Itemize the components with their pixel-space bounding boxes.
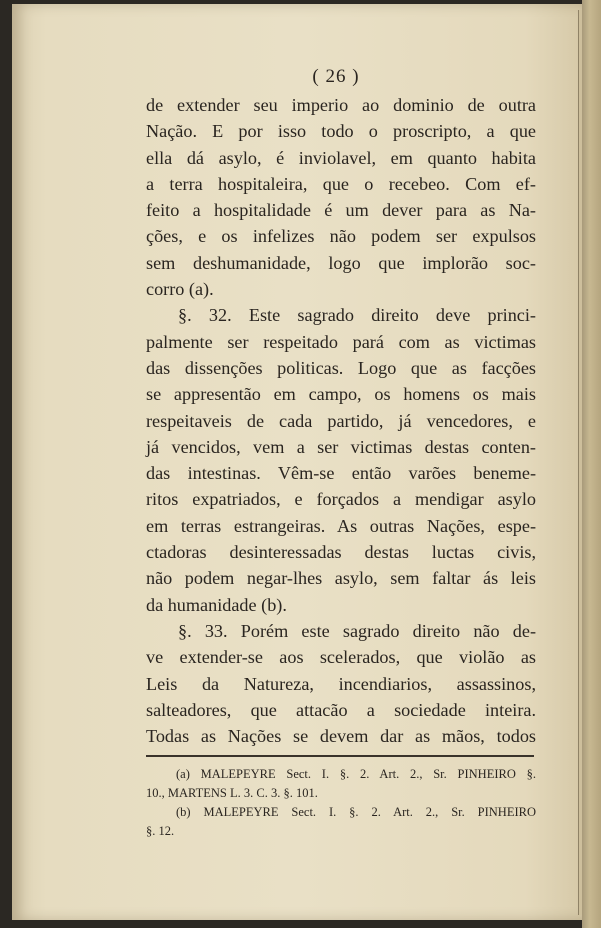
page-number: ( 26 ) xyxy=(312,66,360,87)
body-line: das intestinas. Vêm-se então varões beneme- xyxy=(146,463,536,484)
body-line: ctadoras desinteressadas destas luctas civis, xyxy=(146,542,536,563)
body-line: ve extender-se aos scelerados, que violão as xyxy=(146,647,536,668)
footnote-rule xyxy=(146,755,534,757)
body-line: de extender seu imperio ao dominio de outra xyxy=(146,95,536,115)
body-line: Nação. E por isso todo o proscripto, a que xyxy=(146,121,536,142)
body-line: Leis da Natureza, incendiarios, assassinos, xyxy=(146,673,536,694)
footnote-line: §. 12. xyxy=(146,824,175,839)
body-line: ella dá asylo, é inviolavel, em quanto habita xyxy=(146,147,536,168)
body-line: da humanidade (b). xyxy=(146,594,287,615)
next-pages-edge xyxy=(582,0,601,928)
body-line: palmente ser respeitado pará com as victimas xyxy=(146,331,536,352)
footnote-line: 10., MARTENS L. 3. C. 3. §. 101. xyxy=(146,786,318,801)
body-line: §. 32. Este sagrado direito deve princi- xyxy=(178,305,536,326)
body-line: respeitaveis de cada partido, já vencedores, e xyxy=(146,410,536,431)
footnote-line: (a) MALEPEYRE Sect. I. §. 2. Art. 2., Sr. PINHEIRO §. xyxy=(176,767,536,782)
footnote-line: (b) MALEPEYRE Sect. I. §. 2. Art. 2., Sr. PINHEIRO xyxy=(176,805,536,820)
body-line: ritos expatriados, e forçados a mendigar asylo xyxy=(146,489,536,510)
body-text xyxy=(146,92,536,749)
text-block xyxy=(146,62,536,841)
body-line: corro (a). xyxy=(146,279,214,300)
body-line: já vencidos, vem a ser victimas destas conten- xyxy=(146,436,536,457)
body-line: em terras estrangeiras. As outras Nações, espe- xyxy=(146,515,536,536)
body-line: ções, e os infelizes não podem ser expulsos xyxy=(146,226,536,247)
body-line: salteadores, que attacão a sociedade inteira. xyxy=(146,699,536,720)
body-line: a terra hospitaleira, que o recebeo. Com ef- xyxy=(146,173,536,194)
footnotes xyxy=(146,765,536,841)
body-line: se appresentão em campo, os homens os mais xyxy=(146,384,536,405)
body-line: das dissenções politicas. Logo que as facções xyxy=(146,357,536,378)
body-line: Todas as Nações se devem dar as mãos, todos xyxy=(146,726,536,747)
body-line: feito a hospitalidade é um dever para as Na- xyxy=(146,200,536,221)
body-line: não podem negar-lhes asylo, sem faltar ás leis xyxy=(146,568,536,589)
body-line: sem deshumanidade, logo que implorão soc- xyxy=(146,252,536,273)
body-line: §. 33. Porém este sagrado direito não de- xyxy=(178,620,536,641)
